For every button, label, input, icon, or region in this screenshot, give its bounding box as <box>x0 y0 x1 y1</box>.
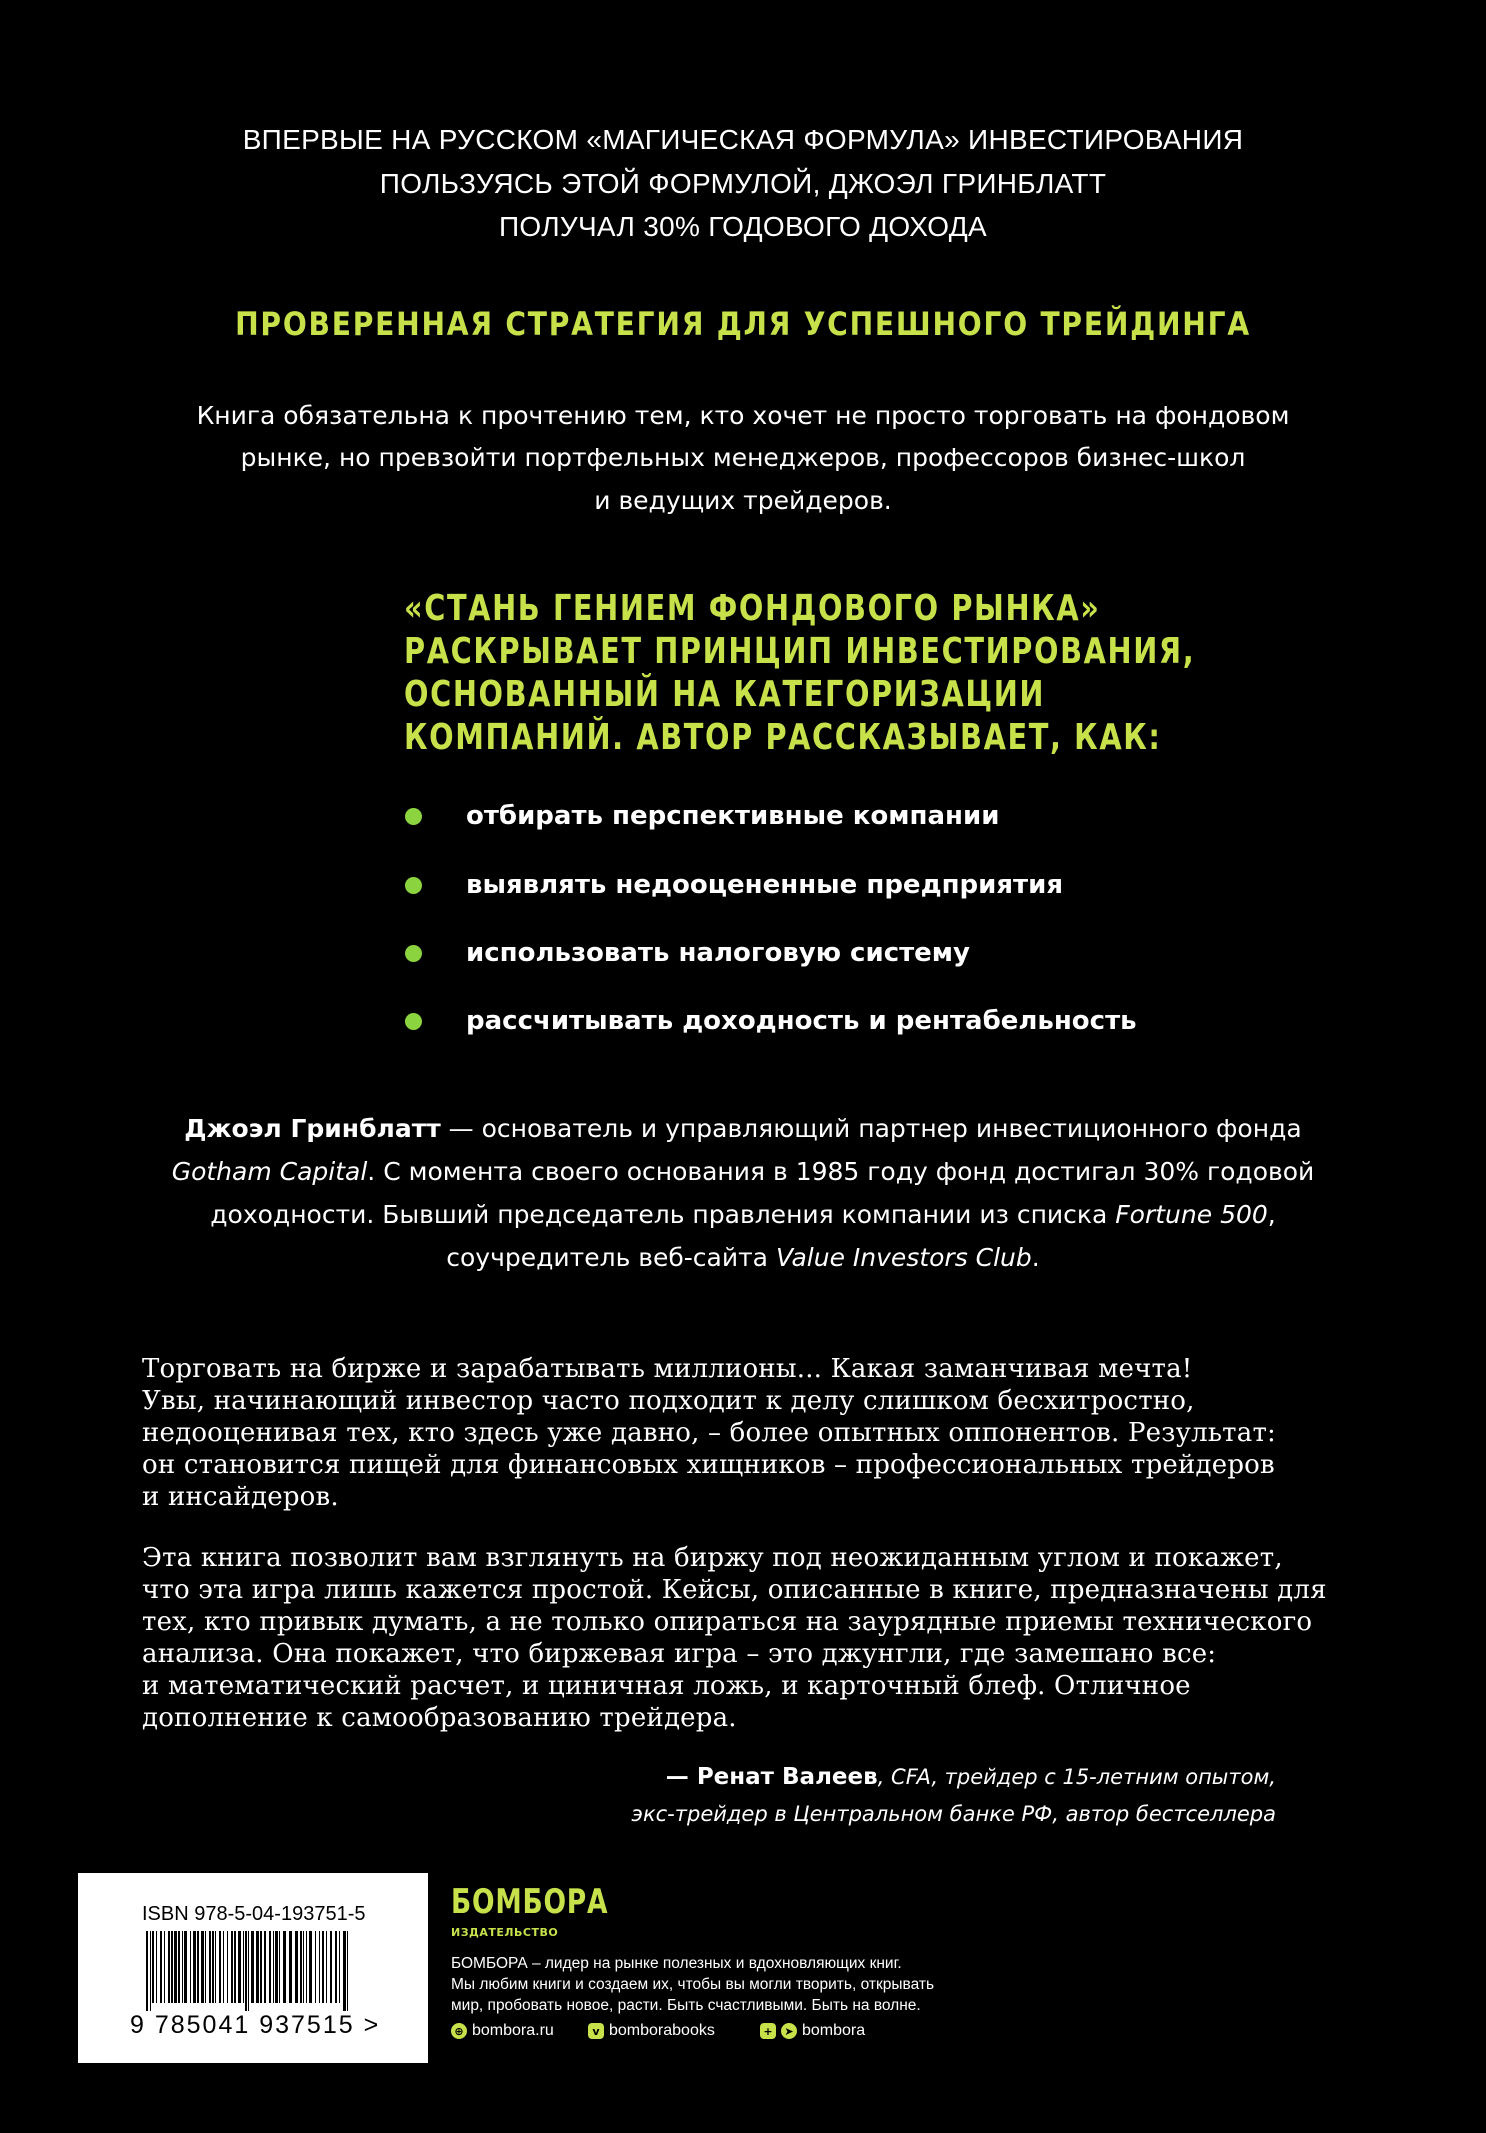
barcode-bar <box>238 1931 241 2003</box>
barcode-bar <box>319 1931 320 2003</box>
barcode-bar <box>303 1931 304 2003</box>
barcode-bar <box>146 1931 148 2011</box>
reveal-line-1: «СТАНЬ ГЕНИЕМ ФОНДОВОГО РЫНКА» <box>404 588 1101 629</box>
publisher-logo: БОМБОРА <box>451 1882 609 1922</box>
barcode-bar <box>275 1931 278 2003</box>
barcode-bar <box>215 1931 216 2003</box>
bio-text: . <box>1031 1243 1040 1272</box>
telegram-icon: ➤ <box>781 2023 797 2039</box>
barcode-bar <box>184 1931 187 2003</box>
barcode-bar <box>295 1931 298 2003</box>
bullet-dot-icon <box>405 945 422 962</box>
bullet-dot-icon <box>405 877 422 894</box>
barcode-bar <box>248 1931 249 2011</box>
quote-attribution-line-1 <box>666 1764 1276 1790</box>
barcode-bar <box>164 1931 165 2003</box>
review-p2-line: анализа. Она покажет, что биржевая игра – это джунгли, где замешано все: <box>142 1639 1217 1669</box>
bullet-item <box>405 865 1063 905</box>
barcode-bar <box>322 1931 324 2003</box>
isbn-label: ISBN 978-5-04-193751-5 <box>142 1903 366 1925</box>
review-p2-line: и математический расчет, и циничная ложь, и карточный блеф. Отличное <box>142 1671 1191 1701</box>
barcode-bar <box>283 1931 286 2003</box>
barcode-bar <box>306 1931 307 2003</box>
review-p1-line: недооценивая тех, кто здесь уже давно, – более опытных оппонентов. Результат: <box>142 1418 1277 1448</box>
strategy-title: ПРОВЕРЕННАЯ СТРАТЕГИЯ ДЛЯ УСПЕШНОГО ТРЕЙДИНГА <box>235 305 1251 343</box>
barcode-bar <box>309 1931 312 2003</box>
review-p2-line: тех, кто привык думать, а не только опираться на заурядные приемы технического <box>142 1607 1313 1637</box>
barcode-bar <box>168 1931 170 2003</box>
barcode-bar <box>212 1931 214 2003</box>
vk-label: bomborabooks <box>609 2022 715 2039</box>
barcode-bar <box>209 1931 211 2003</box>
author-bio-line-1 <box>0 1114 1486 1143</box>
barcode-bar <box>335 1931 337 2003</box>
globe-icon: ⊕ <box>451 2023 467 2039</box>
bullet-dot-icon <box>405 808 422 825</box>
barcode-bar <box>193 1931 196 2003</box>
quote-sep: , <box>877 1765 892 1789</box>
messenger-links[interactable] <box>760 2022 865 2040</box>
barcode-bar <box>171 1931 173 2003</box>
barcode-bar <box>300 1931 302 2003</box>
barcode-bar <box>197 1931 199 2003</box>
barcode-bar <box>251 1931 254 2003</box>
author-bio-line-3 <box>0 1200 1486 1229</box>
vk-icon: v <box>588 2023 604 2039</box>
intro-line-1: Книга обязательна к прочтению тем, кто хочет не просто торговать на фондовом <box>196 401 1290 430</box>
author-name: Джоэл Гринблатт <box>184 1114 441 1143</box>
website-label: bombora.ru <box>472 2022 554 2039</box>
barcode-bar <box>231 1931 233 2003</box>
barcode-bar <box>219 1931 221 2003</box>
reviewer-credentials: экс-трейдер в Центральном банке РФ, автор бестселлера <box>631 1802 1276 1826</box>
review-p2-line: Эта книга позволит вам взглянуть на биржу под неожиданным углом и покажет, <box>142 1543 1283 1573</box>
barcode-bar <box>182 1931 183 2003</box>
barcode-bar <box>190 1931 191 2003</box>
bio-text: соучредитель веб-сайта <box>446 1243 776 1272</box>
publisher-description-line: Мы любим книги и создаем их, чтобы вы могли творить, открывать <box>451 1976 935 1993</box>
barcode-bar <box>260 1931 262 2003</box>
barcode-bar <box>273 1931 274 2003</box>
bullet-dot-icon <box>405 1013 422 1030</box>
barcode-bar <box>279 1931 280 2003</box>
bullet-item <box>405 933 970 973</box>
reveal-line-4: КОМПАНИЙ. АВТОР РАССКАЗЫВАЕТ, КАК: <box>404 717 1162 758</box>
reviewer-credentials: , трейдер с 15-летним опытом, <box>931 1765 1276 1789</box>
barcode-bar <box>243 1931 244 2003</box>
review-p2-line: дополнение к самообразованию трейдера. <box>142 1703 737 1733</box>
headline-line-3: ПОЛУЧАЛ 30% ГОДОВОГО ДОХОДА <box>499 211 987 242</box>
barcode-bar <box>315 1931 316 2003</box>
barcode-bar <box>347 1931 348 2011</box>
intro-line-3: и ведущих трейдеров. <box>594 486 892 515</box>
barcode-bar <box>205 1931 206 2003</box>
barcode-bar <box>343 1931 346 2011</box>
barcode-bar <box>330 1931 332 2003</box>
barcode-bar <box>326 1931 327 2003</box>
fund-name: Gotham Capital <box>171 1157 368 1186</box>
author-bio-line-2 <box>0 1157 1486 1186</box>
barcode-digits: 9 785041 937515 > <box>130 2011 381 2039</box>
bio-text: . С момента своего основания в 1985 году фонд достигал 30% годовой <box>367 1157 1315 1186</box>
author-bio-line-4 <box>0 1243 1486 1272</box>
barcode-bar <box>269 1931 271 2003</box>
publisher-logo-subtitle: ИЗДАТЕЛЬСТВО <box>451 1926 559 1939</box>
headline-line-1: ВПЕРВЫЕ НА РУССКОМ «МАГИЧЕСКАЯ ФОРМУЛА» ИНВЕСТИРОВАНИЯ <box>242 124 1244 155</box>
barcode-bar <box>289 1931 292 2003</box>
bullet-text: выявлять недооцененные предприятия <box>466 870 1064 900</box>
barcode-bar <box>156 1931 157 2003</box>
messenger-label: bombora <box>802 2022 866 2039</box>
bio-text: — основатель и управляющий партнер инвестиционного фонда <box>440 1114 1302 1143</box>
bullet-text: отбирать перспективные компании <box>466 801 1000 831</box>
barcode-bar <box>245 1931 247 2011</box>
messenger-icon: + <box>760 2023 776 2039</box>
review-p1-line: Торговать на бирже и зарабатывать миллионы... Какая заманчивая мечта! <box>142 1354 1193 1384</box>
barcode-bar <box>152 1931 154 2003</box>
barcode-bar <box>223 1931 224 2003</box>
barcode-bar <box>201 1931 204 2003</box>
barcode-bar <box>264 1931 266 2003</box>
headline-line-2: ПОЛЬЗУЯСЬ ЭТОЙ ФОРМУЛОЙ, ДЖОЭЛ ГРИНБЛАТТ <box>379 168 1107 199</box>
reviewer-cfa: CFA <box>891 1765 932 1789</box>
bio-text: доходности. Бывший председатель правления компании из списка <box>210 1200 1116 1229</box>
vk-link[interactable] <box>588 2022 715 2040</box>
isbn-barcode-box <box>78 1873 428 2063</box>
barcode-bar <box>160 1931 162 2003</box>
quote-dash: — <box>665 1764 697 1790</box>
barcode-bar <box>178 1931 180 2003</box>
barcode-bar <box>227 1931 228 2003</box>
fortune-500: Fortune 500 <box>1115 1200 1268 1229</box>
review-p2-line: что эта игра лишь кажется простой. Кейсы, описанные в книге, предназначены для <box>142 1575 1327 1605</box>
publisher-description-line: мир, пробовать новое, расти. Быть счастливыми. Быть на волне. <box>451 1997 921 2014</box>
publisher-description-line: БОМБОРА – лидер на рынке полезных и вдохновляющих книг. <box>451 1955 902 1972</box>
website-link[interactable] <box>451 2022 554 2040</box>
barcode-bar <box>174 1931 177 2003</box>
reviewer-name: Ренат Валеев <box>696 1764 878 1790</box>
quote-attribution-line-2 <box>631 1802 1276 1826</box>
reveal-line-3: ОСНОВАННЫЙ НА КАТЕГОРИЗАЦИИ <box>404 674 1046 715</box>
bullet-text: использовать налоговую систему <box>466 938 971 968</box>
intro-line-2: рынке, но превзойти портфельных менеджеров, профессоров бизнес-школ <box>240 443 1246 472</box>
barcode-bar <box>256 1931 259 2003</box>
reveal-line-2: РАСКРЫВАЕТ ПРИНЦИП ИНВЕСТИРОВАНИЯ, <box>404 631 1196 672</box>
review-p1-line: Увы, начинающий инвестор часто подходит к делу слишком бесхитростно, <box>142 1386 1195 1416</box>
review-p1-line: он становится пищей для финансовых хищников – профессиональных трейдеров <box>142 1450 1275 1480</box>
bio-text: , <box>1267 1200 1276 1229</box>
barcode-icon <box>144 1931 352 2011</box>
barcode-bar <box>339 1931 340 2003</box>
review-p1-line: и инсайдеров. <box>142 1482 339 1512</box>
bullet-text: рассчитывать доходность и рентабельность <box>466 1006 1137 1036</box>
barcode-bar <box>234 1931 236 2003</box>
value-investors-club: Value Investors Club <box>775 1243 1032 1272</box>
barcode-bar <box>150 1931 151 2011</box>
bullet-item <box>405 1001 1137 1041</box>
bullet-item <box>405 796 999 836</box>
